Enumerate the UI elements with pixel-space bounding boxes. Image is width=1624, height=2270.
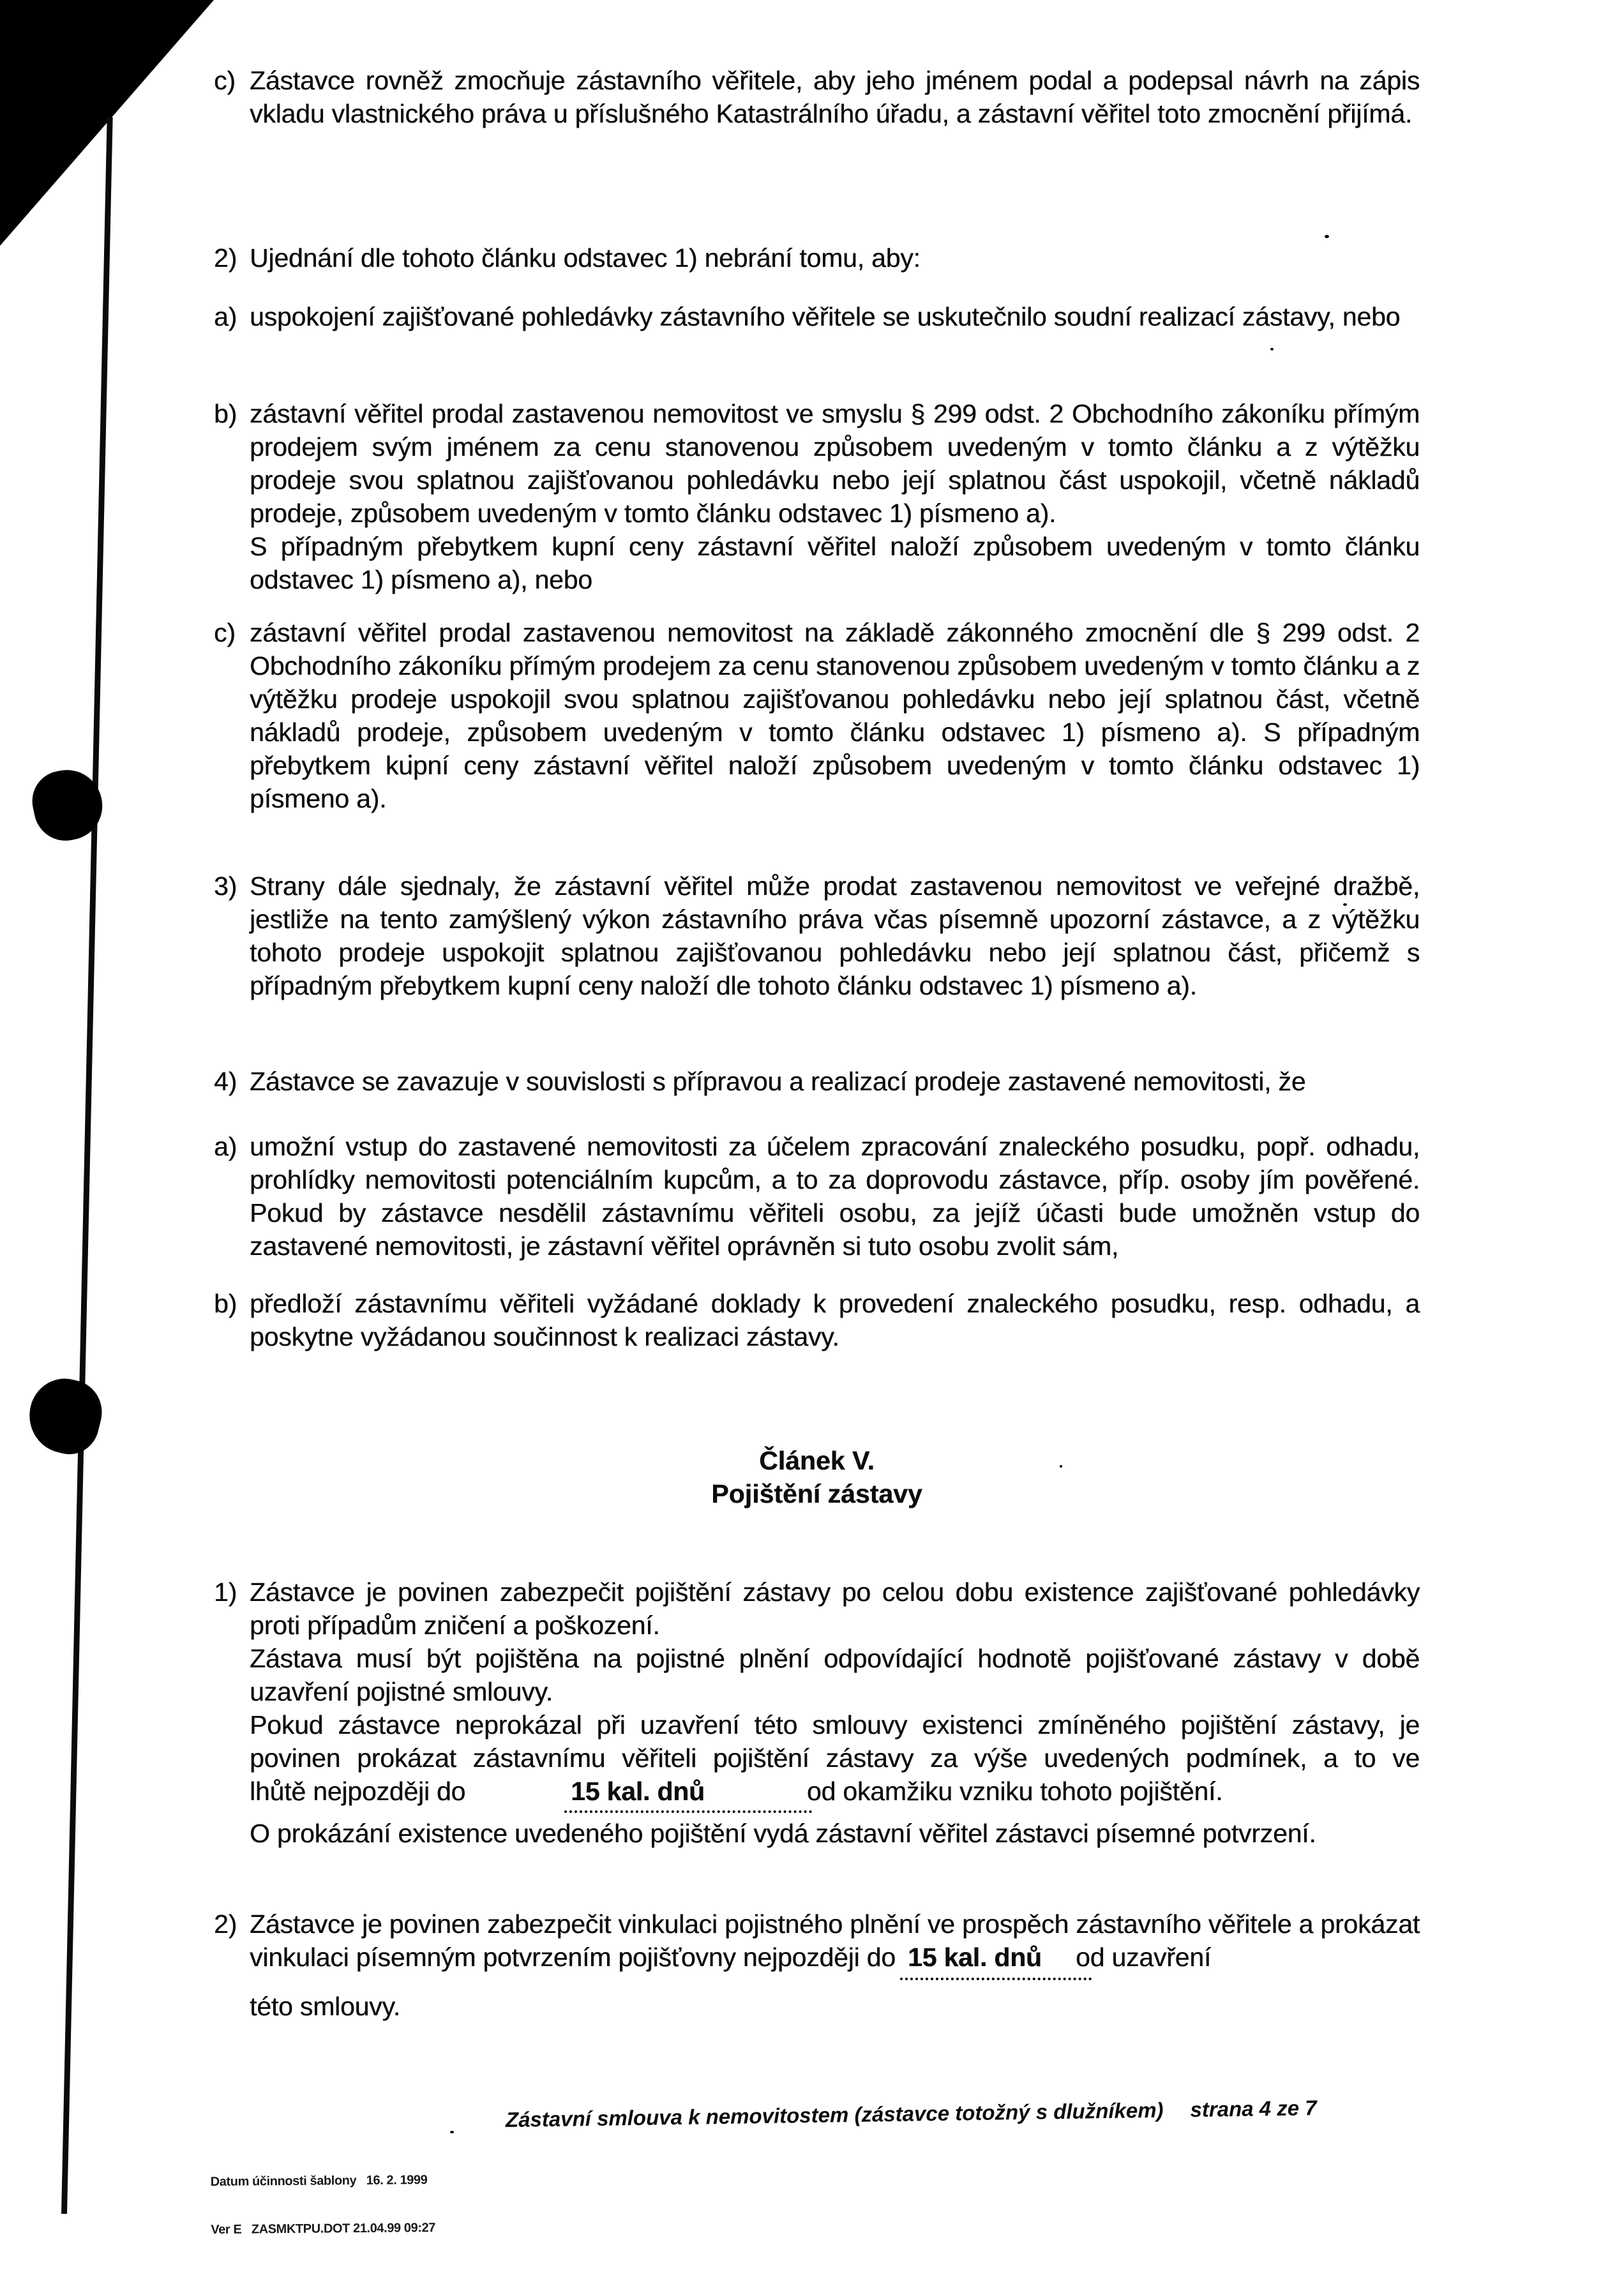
article-number: Článek V. xyxy=(759,1446,875,1475)
item-text: Zástavce je povinen zabezpečit pojištění zástavy po celou dobu existence zajišťované pohledávky proti případům zničení a poškození. xyxy=(250,1577,1420,1640)
list-item xyxy=(214,1907,1420,2023)
item-label: 3) xyxy=(214,871,237,901)
item-label: c) xyxy=(214,66,236,95)
list-item xyxy=(214,300,1420,333)
list-item xyxy=(214,1575,1420,1850)
template-version: Ver E ZASMKTPU.DOT 21.04.99 09:27 xyxy=(211,2220,436,2237)
punch-hole-mark xyxy=(22,1371,109,1461)
vinculation-pre-text: Zástavce je povinen zabezpečit vinkulaci pojistného plnění ve prospěch zástavního věřitele a prokázat vinkulaci písemným potvrzením pojišťovny nejpozději do xyxy=(250,1909,1420,1972)
item-label: 4) xyxy=(214,1067,237,1096)
filled-deadline-field xyxy=(908,1941,1042,1974)
list-item xyxy=(214,1130,1420,1263)
item-text: O prokázání existence uvedeného pojištění vydá zástavní věřitel zástavci písemné potvrzení. xyxy=(250,1819,1316,1848)
item-text: Ujednání dle tohoto článku odstavec 1) nebrání tomu, aby: xyxy=(250,243,921,273)
deadline-pre-text: lhůtě nejpozději do xyxy=(250,1777,466,1806)
list-item xyxy=(214,616,1420,815)
list-item xyxy=(214,241,1420,274)
deadline-value: 15 kal. dnů xyxy=(908,1943,1042,1972)
article-heading xyxy=(214,1444,1420,1510)
scan-speck xyxy=(1325,235,1329,238)
list-item xyxy=(214,397,1420,596)
item-text: Strany dále sjednaly, že zástavní věřitel může prodat zastavenou nemovitost ve veřejné dražbě, jestliže na tento zamýšlený výkon zástavního práva včas písemně upozorní zástavce, a z výtěžku tohoto prodeje uspokojit splatnou zajišťovanou pohledávku nebo její splatnou část, přičemž s případným přebytkem kupní ceny naloží dle tohoto článku odstavec 1) písmeno a). xyxy=(250,871,1420,1000)
item-label: 2) xyxy=(214,1909,237,1939)
item-label: a) xyxy=(214,302,237,331)
item-text: umožní vstup do zastavené nemovitosti za účelem zpracování znaleckého posudku, popř. odhadu, prohlídky nemovitosti potenciálním kupcům, a to za doprovodu zástavce, příp. osoby jím pověřené. Pokud by zástavce nesdělil zástavnímu věřiteli osobu, za jejíž účasti bude umožněn vstup do zastavené nemovitosti, je zástavní věřitel oprávněn si tuto osobu zvolit sám, xyxy=(250,1132,1420,1261)
vinculation-post-text: od uzavření xyxy=(1075,1943,1212,1972)
template-effective-date: Datum účinnosti šablony 16. 2. 1999 xyxy=(210,2173,428,2190)
item-label: a) xyxy=(214,1132,237,1161)
scan-speck xyxy=(450,2131,454,2133)
item-text: zástavní věřitel prodal zastavenou nemovitost ve smyslu § 299 odst. 2 Obchodního zákoníku přímým prodejem svým jménem za cenu stanovenou způsobem uvedeným v tomto článku a z výtěžku prodeje svou splatnou zajišťovanou pohledávku nebo její splatnou část uspokojil, včetně nákladů prodeje, způsobem uvedeným v tomto článku odstavec 1) písmeno a). xyxy=(250,399,1420,528)
item-text xyxy=(214,1907,1420,1974)
list-item xyxy=(214,64,1420,130)
item-text: této smlouvy. xyxy=(250,1992,400,2021)
item-text: S případným přebytkem kupní ceny zástavní věřitel naloží způsobem uvedeným v tomto článku odstavec 1) písmeno a), nebo xyxy=(250,532,1420,594)
item-text: Zástavce rovněž zmocňuje zástavního věřitele, aby jeho jménem podal a podepsal návrh na zápis vkladu vlastnického práva u příslušného Katastrálního úřadu, a zástavní věřitel toto zmocnění přijímá. xyxy=(250,66,1420,128)
scan-edge-line xyxy=(61,117,113,2214)
dotted-underline xyxy=(564,1810,812,1813)
item-label: b) xyxy=(214,1289,237,1318)
item-label: 2) xyxy=(214,243,237,273)
item-text: Zástava musí být pojištěna na pojistné plnění odpovídající hodnotě pojišťované zástavy v době uzavření pojistné smlouvy. xyxy=(250,1644,1420,1706)
item-text: Pokud zástavce neprokázal při uzavření této smlouvy existenci zmíněného pojištění zástavy, je povinen prokázat zástavnímu věřiteli pojištění zástavy za výše uvedených podmínek, a to ve xyxy=(250,1710,1420,1773)
deadline-line xyxy=(214,1775,1420,1808)
article-title: Pojištění zástavy xyxy=(711,1479,922,1508)
item-label: b) xyxy=(214,399,237,428)
page-number: strana 4 ze 7 xyxy=(1190,2096,1317,2122)
footer-title xyxy=(506,2096,1317,2132)
list-item xyxy=(214,869,1420,1002)
item-text: předloží zástavnímu věřiteli vyžádané doklady k provedení znaleckého posudku, resp. odhadu, a poskytne vyžádanou součinnost k realizaci zástavy. xyxy=(250,1289,1420,1351)
filled-deadline-field xyxy=(571,1775,705,1808)
dotted-underline xyxy=(900,1978,1092,1980)
item-text: uspokojení zajišťované pohledávky zástavního věřitele se uskutečnilo soudní realizací zástavy, nebo xyxy=(250,302,1401,331)
deadline-value: 15 kal. dnů xyxy=(571,1777,705,1806)
deadline-post-text: od okamžiku vzniku tohoto pojištění. xyxy=(806,1777,1223,1806)
document-title: Zástavní smlouva k nemovitostem (zástavce totožný s dlužníkem) xyxy=(505,2098,1164,2131)
item-label: c) xyxy=(214,618,236,647)
item-text: Zástavce se zavazuje v souvislosti s přípravou a realizací prodeje zastavené nemovitosti, že xyxy=(250,1067,1306,1096)
item-label: 1) xyxy=(214,1577,237,1607)
item-text: zástavní věřitel prodal zastavenou nemovitost na základě zákonného zmocnění dle § 299 odst. 2 Obchodního zákoníku přímým prodejem za cenu stanovenou způsobem uvedeným v tomto článku a z výtěžku prodeje uspokojil svou splatnou zajišťovanou pohledávku nebo její splatnou část, včetně nákladů prodeje, způsobem uvedeným v tomto článku odstavec 1) písmeno a). S případným přebytkem kupní ceny zástavní věřitel naloží způsobem uvedeným v tomto článku odstavec 1) písmeno a). xyxy=(250,618,1420,813)
list-item xyxy=(214,1287,1420,1353)
list-item xyxy=(214,1065,1420,1098)
scan-speck xyxy=(1270,348,1274,350)
footer-meta xyxy=(210,2140,435,2270)
